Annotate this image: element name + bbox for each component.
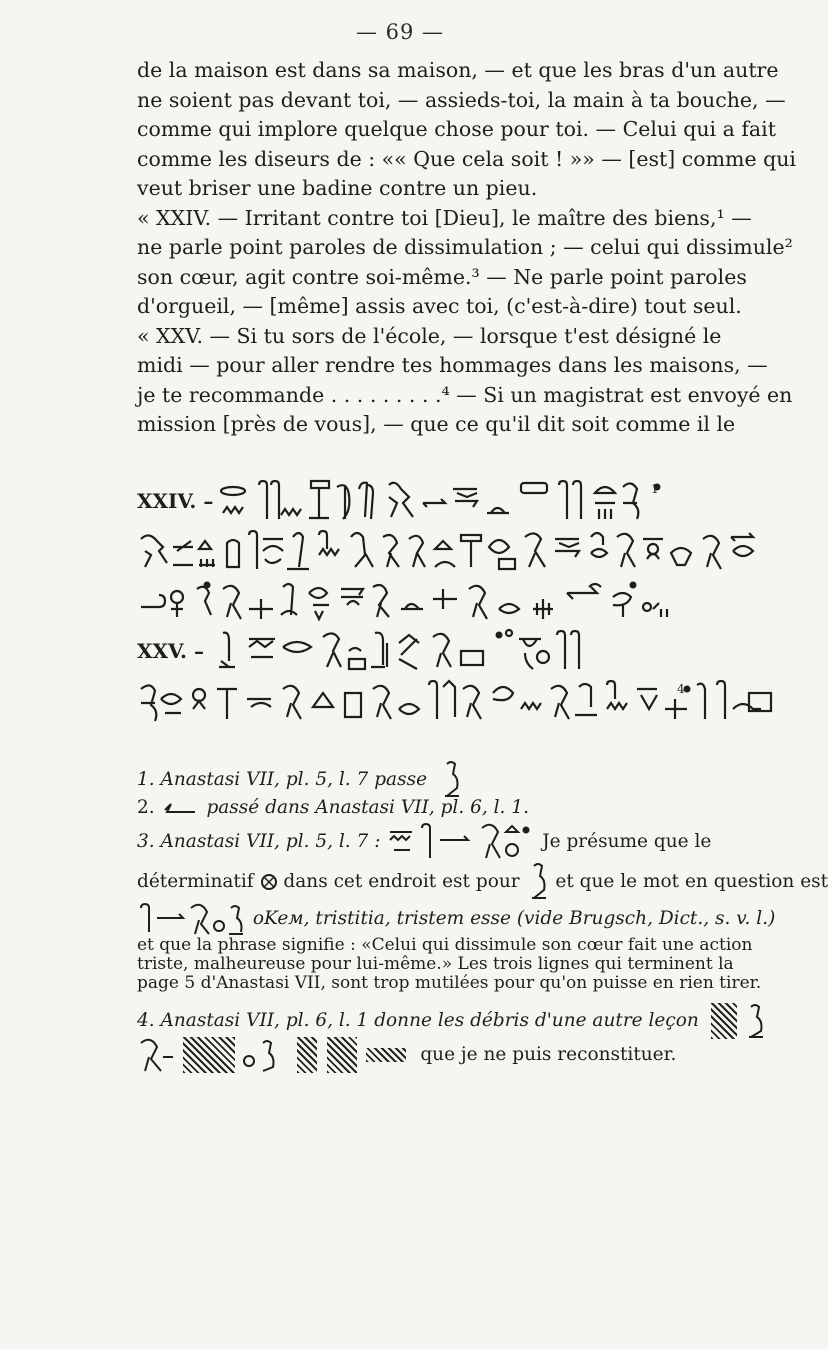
hieroglyph-glyphs	[137, 579, 777, 627]
hieroglyph-fragment-icon	[137, 1037, 177, 1073]
damaged-area-icon	[711, 1003, 737, 1039]
text-line: comme les diseurs de : «« Que cela soit ! »» — [est] comme qui	[137, 146, 796, 171]
hieroglyph-glyphs	[137, 529, 777, 577]
footnote-1-text: 1. Anastasi VII, pl. 5, l. 7 passe	[137, 769, 428, 790]
text-line: midi — pour aller rendre tes hommages dans les maisons, —	[137, 353, 768, 377]
text-line: son cœur, agit contre soi-même.³ — Ne parle point paroles	[137, 264, 747, 289]
hieroglyph-glyphs	[137, 679, 777, 743]
text-line: d'orgueil, — [même] assis avec toi, (c'est-à-dire) tout seul.	[137, 294, 742, 318]
hieroglyph-row-xxv	[137, 629, 777, 679]
footnote-2-number: 2.	[137, 797, 155, 818]
hieroglyph-row-3	[137, 579, 777, 629]
hieroglyph-sign-icon	[161, 798, 201, 818]
footnote-3-h: triste, malheureuse pour lui-même.» Les trois lignes qui terminent la	[137, 954, 734, 974]
text-line: comme qui implore quelque chose pour toi. — Celui qui a fait	[137, 117, 776, 141]
hieroglyph-glyphs	[219, 629, 774, 677]
footnote-3	[137, 822, 767, 862]
text-line: mission [près de vous], — que ce qu'il dit soit comme il le	[137, 412, 736, 436]
footnote-3-text-f: oKeм, tristitia, tristem esse (vide Brugsch, Dict., s. v. l.)	[252, 908, 776, 929]
footnote-4-cont	[137, 1037, 767, 1077]
footnote-3-text-b: Je présume que le	[542, 831, 712, 852]
hieroglyph-fragment-icon	[241, 1037, 291, 1073]
hieroglyph-row-xxiv	[137, 479, 777, 529]
hieroglyph-glyphs	[219, 479, 774, 527]
hieroglyph-group-icon	[386, 822, 536, 862]
footnote-3-text-e: et que le mot en question est	[555, 871, 828, 892]
text-line: « XXV. — Si tu sors de l'école, — lorsque t'est désigné le	[137, 323, 722, 348]
determinative-glyph-icon	[260, 873, 278, 891]
hieroglyph-row-5	[137, 679, 777, 729]
section-label-xxiv: XXIV. –	[137, 489, 214, 513]
footnotes	[137, 760, 828, 1077]
footnote-3-text: 3. Anastasi VII, pl. 5, l. 7 :	[137, 831, 381, 852]
seated-god-glyph-icon	[526, 862, 550, 902]
text-line: ne soient pas devant toi, — assieds-toi, la main à ta bouche, —	[137, 87, 786, 112]
footnote-3-cont	[137, 862, 828, 902]
svg-text:4: 4	[677, 682, 685, 696]
page-number: — 69 —	[355, 20, 445, 44]
footnote-2	[137, 794, 767, 822]
footnote-3-word	[137, 902, 776, 936]
footnote-3-text-d: dans cet endroit est pour	[283, 871, 520, 892]
damaged-area-icon	[366, 1048, 406, 1062]
seated-god-glyph-icon	[743, 1003, 765, 1039]
text-line: ne parle point paroles de dissimulation ; — celui qui dissimule²	[137, 235, 793, 259]
damaged-area-icon	[327, 1037, 357, 1073]
hieroglyph-transcription	[137, 479, 777, 749]
footnote-4-text: 4. Anastasi VII, pl. 6, l. 1 donne les débris d'une autre leçon	[137, 1010, 699, 1031]
text-line: veut briser une badine contre un pieu.	[137, 176, 538, 200]
footnote-4	[137, 1003, 767, 1037]
text-line: de la maison est dans sa maison, — et que les bras d'un autre	[137, 58, 779, 82]
footnote-2-text: passé dans Anastasi VII, pl. 6, l. 1.	[206, 797, 529, 818]
damaged-area-icon	[297, 1037, 317, 1073]
text-line: « XXIV. — Irritant contre toi [Dieu], le maître des biens,¹ —	[137, 205, 752, 230]
svg-text:1: 1	[651, 482, 659, 496]
text-line: je te recommande . . . . . . . . .⁴ — Si un magistrat est envoyé en	[137, 382, 793, 407]
main-text	[137, 56, 796, 440]
hieroglyph-row-2	[137, 529, 777, 579]
footnote-4-text-b: que je ne puis reconstituer.	[420, 1044, 677, 1065]
damaged-area-icon	[183, 1037, 235, 1073]
footnote-3-text-c: déterminatif	[137, 871, 254, 892]
footnote-3-g: et que la phrase signifie : «Celui qui dissimule son cœur fait une action	[137, 935, 753, 955]
section-label-xxv: XXV. –	[137, 639, 204, 663]
hieroglyph-word-icon	[137, 902, 247, 936]
footnote-1	[137, 760, 767, 794]
footnote-3-i: page 5 d'Anastasi VII, sont trop mutilées pour qu'on puisse en rien tirer.	[137, 973, 762, 993]
